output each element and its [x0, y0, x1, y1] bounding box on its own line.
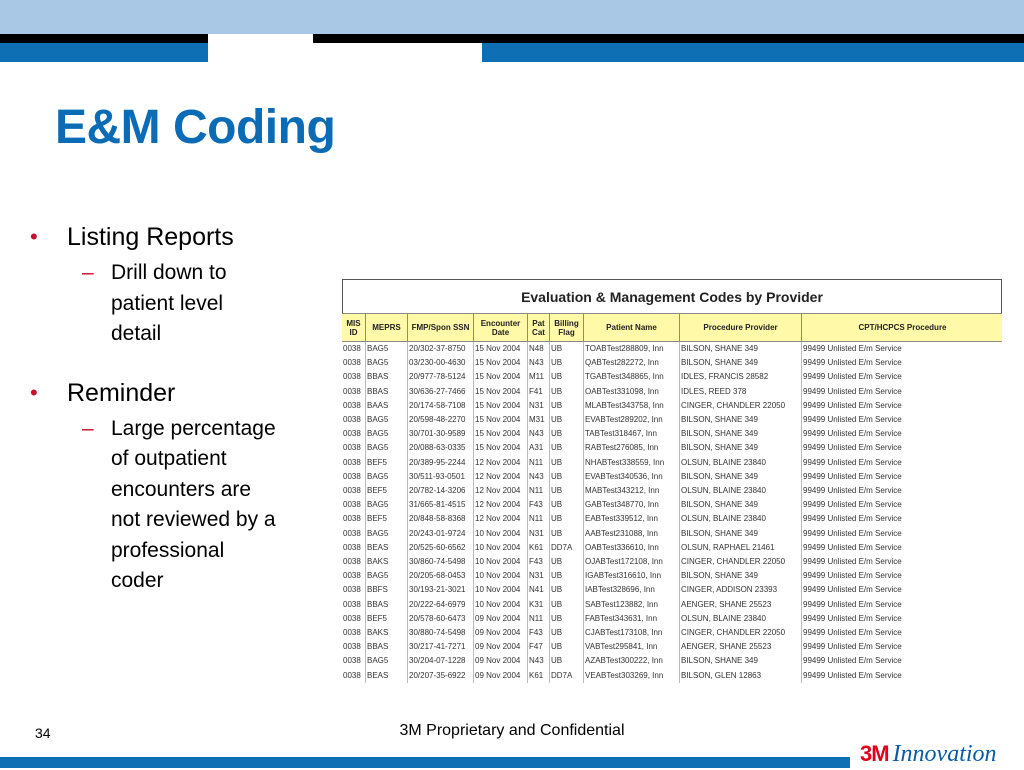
table-cell: 20/782-14-3206 — [408, 484, 474, 498]
table-cell: 99499 Unlisted E/m Service — [802, 583, 1003, 597]
table-cell: UB — [550, 626, 584, 640]
table-cell: 15 Nov 2004 — [474, 399, 528, 413]
sub-bullet-line: detail — [111, 322, 162, 345]
table-cell: BEF5 — [366, 456, 408, 470]
table-row — [342, 498, 1002, 512]
table-cell: DD7A — [550, 541, 584, 555]
table-cell: BILSON, SHANE 349 — [680, 569, 802, 583]
table-cell: 99499 Unlisted E/m Service — [802, 498, 1003, 512]
sub-bullet-line: Drill down to — [111, 261, 227, 284]
table-cell: 12 Nov 2004 — [474, 498, 528, 512]
table-cell: AABTest231088, Inn — [584, 527, 680, 541]
table-cell: BBAS — [366, 640, 408, 654]
table-cell: EVABTest289202, Inn — [584, 413, 680, 427]
report-table — [342, 313, 1002, 683]
table-cell: 0038 — [342, 456, 366, 470]
table-cell: BEAS — [366, 541, 408, 555]
page-number: 34 — [35, 725, 51, 741]
table-cell: SABTest123882, Inn — [584, 598, 680, 612]
header-band-light — [0, 0, 1024, 34]
report-image — [342, 279, 1002, 691]
table-cell: BEF5 — [366, 484, 408, 498]
table-cell: N43 — [528, 427, 550, 441]
table-cell: 99499 Unlisted E/m Service — [802, 456, 1003, 470]
table-row — [342, 555, 1002, 569]
table-cell: 0038 — [342, 626, 366, 640]
table-cell: UB — [550, 413, 584, 427]
table-cell: 09 Nov 2004 — [474, 669, 528, 683]
table-cell: OJABTest172108, Inn — [584, 555, 680, 569]
sub-bullet-marker: – — [82, 261, 94, 284]
table-row — [342, 612, 1002, 626]
table-cell: 0038 — [342, 399, 366, 413]
report-body — [342, 342, 1002, 683]
table-cell: 0038 — [342, 484, 366, 498]
table-cell: UB — [550, 427, 584, 441]
table-cell: OLSUN, BLAINE 23840 — [680, 484, 802, 498]
table-cell: TGABTest348865, Inn — [584, 370, 680, 384]
header-rule-gap — [208, 34, 313, 43]
table-cell: UB — [550, 555, 584, 569]
table-cell: 30/204-07-1228 — [408, 654, 474, 668]
table-cell: 0038 — [342, 441, 366, 455]
table-cell: 0038 — [342, 669, 366, 683]
table-cell: N11 — [528, 612, 550, 626]
table-cell: 20/243-01-9724 — [408, 527, 474, 541]
table-cell: TABTest318467, Inn — [584, 427, 680, 441]
sub-bullet-item — [30, 414, 320, 597]
bullet-marker: • — [30, 224, 38, 249]
table-cell: F43 — [528, 555, 550, 569]
table-row — [342, 541, 1002, 555]
table-cell: RABTest276085, Inn — [584, 441, 680, 455]
table-cell: UB — [550, 399, 584, 413]
table-cell: F43 — [528, 498, 550, 512]
table-cell: 12 Nov 2004 — [474, 512, 528, 526]
table-cell: 99499 Unlisted E/m Service — [802, 441, 1003, 455]
table-cell: AENGER, SHANE 25523 — [680, 640, 802, 654]
report-title: Evaluation & Management Codes by Provider — [521, 288, 823, 305]
table-row — [342, 569, 1002, 583]
table-cell: 09 Nov 2004 — [474, 626, 528, 640]
report-header-row — [342, 314, 1002, 342]
table-row — [342, 626, 1002, 640]
table-cell: 0038 — [342, 654, 366, 668]
bullet-item — [30, 376, 320, 410]
table-cell: BILSON, SHANE 349 — [680, 470, 802, 484]
table-cell: BAG5 — [366, 527, 408, 541]
sub-bullet-line: coder — [111, 569, 164, 592]
column-header: Procedure Provider — [680, 314, 802, 342]
table-cell: 0038 — [342, 640, 366, 654]
table-cell: 0038 — [342, 385, 366, 399]
table-cell: 99499 Unlisted E/m Service — [802, 399, 1003, 413]
table-cell: VEABTest303269, Inn — [584, 669, 680, 683]
table-cell: A31 — [528, 441, 550, 455]
table-cell: BAKS — [366, 626, 408, 640]
table-cell: UB — [550, 356, 584, 370]
table-cell: 09 Nov 2004 — [474, 640, 528, 654]
table-cell: IGABTest316610, Inn — [584, 569, 680, 583]
table-cell: BILSON, SHANE 349 — [680, 413, 802, 427]
bullet-text: Listing Reports — [67, 223, 234, 251]
table-cell: QABTest282272, Inn — [584, 356, 680, 370]
sub-bullet-list — [30, 258, 320, 350]
table-cell: 10 Nov 2004 — [474, 541, 528, 555]
column-header: Encounter Date — [474, 314, 528, 342]
table-cell: N43 — [528, 356, 550, 370]
table-cell: BILSON, SHANE 349 — [680, 498, 802, 512]
table-cell: 20/977-78-5124 — [408, 370, 474, 384]
table-cell: K31 — [528, 598, 550, 612]
table-row — [342, 399, 1002, 413]
table-cell: UB — [550, 498, 584, 512]
table-cell: GABTest348770, Inn — [584, 498, 680, 512]
table-cell: 0038 — [342, 356, 366, 370]
table-row — [342, 441, 1002, 455]
table-cell: 0038 — [342, 598, 366, 612]
table-cell: CINGER, CHANDLER 22050 — [680, 626, 802, 640]
table-cell: 99499 Unlisted E/m Service — [802, 555, 1003, 569]
table-cell: FABTest343631, Inn — [584, 612, 680, 626]
table-cell: N11 — [528, 456, 550, 470]
table-cell: UB — [550, 370, 584, 384]
table-row — [342, 512, 1002, 526]
bullet-marker: • — [30, 379, 38, 405]
footer-band-blue — [0, 757, 850, 768]
column-header: Patient Name — [584, 314, 680, 342]
table-cell: 0038 — [342, 427, 366, 441]
table-cell: N31 — [528, 399, 550, 413]
table-cell: BAG5 — [366, 427, 408, 441]
table-cell: 99499 Unlisted E/m Service — [802, 669, 1003, 683]
column-header: Pat Cat — [528, 314, 550, 342]
table-cell: 20/222-64-6979 — [408, 598, 474, 612]
table-cell: 0038 — [342, 512, 366, 526]
header-band-blue-right — [482, 43, 1024, 62]
table-cell: 99499 Unlisted E/m Service — [802, 385, 1003, 399]
table-cell: 99499 Unlisted E/m Service — [802, 569, 1003, 583]
sub-bullet-list — [30, 414, 320, 597]
table-cell: BILSON, SHANE 349 — [680, 654, 802, 668]
logo-tagline: Innovation — [892, 741, 997, 767]
table-cell: 30/511-93-0501 — [408, 470, 474, 484]
table-cell: UB — [550, 342, 584, 357]
table-row — [342, 669, 1002, 683]
table-cell: 20/848-58-8368 — [408, 512, 474, 526]
table-cell: BAG5 — [366, 413, 408, 427]
table-cell: 0038 — [342, 583, 366, 597]
table-cell: 20/088-63-0335 — [408, 441, 474, 455]
table-cell: UB — [550, 527, 584, 541]
table-cell: OLSUN, BLAINE 23840 — [680, 612, 802, 626]
table-cell: BAG5 — [366, 498, 408, 512]
table-row — [342, 598, 1002, 612]
table-cell: 20/525-60-6562 — [408, 541, 474, 555]
table-cell: K61 — [528, 541, 550, 555]
table-cell: TOABTest288809, Inn — [584, 342, 680, 357]
table-cell: 20/174-58-7108 — [408, 399, 474, 413]
table-cell: OLSUN, BLAINE 23840 — [680, 456, 802, 470]
table-row — [342, 527, 1002, 541]
table-cell: N43 — [528, 470, 550, 484]
table-cell: BAKS — [366, 555, 408, 569]
table-cell: 12 Nov 2004 — [474, 456, 528, 470]
sub-bullet-line: Large percentage — [111, 416, 276, 440]
table-cell: 15 Nov 2004 — [474, 370, 528, 384]
table-cell: BILSON, GLEN 12863 — [680, 669, 802, 683]
table-cell: F47 — [528, 640, 550, 654]
table-cell: 30/217-41-7271 — [408, 640, 474, 654]
slide-title: E&M Coding — [55, 101, 336, 154]
table-cell: UB — [550, 512, 584, 526]
table-cell: BAAS — [366, 399, 408, 413]
table-row — [342, 356, 1002, 370]
table-cell: BAG5 — [366, 342, 408, 357]
table-cell: BILSON, SHANE 349 — [680, 441, 802, 455]
table-row — [342, 342, 1002, 357]
table-cell: 20/598-48-2270 — [408, 413, 474, 427]
table-cell: AENGER, SHANE 25523 — [680, 598, 802, 612]
table-cell: 20/207-35-6922 — [408, 669, 474, 683]
table-cell: 30/193-21-3021 — [408, 583, 474, 597]
table-cell: 10 Nov 2004 — [474, 583, 528, 597]
table-cell: N48 — [528, 342, 550, 357]
table-cell: 15 Nov 2004 — [474, 413, 528, 427]
table-cell: UB — [550, 598, 584, 612]
table-cell: 99499 Unlisted E/m Service — [802, 427, 1003, 441]
table-cell: 99499 Unlisted E/m Service — [802, 612, 1003, 626]
table-cell: UB — [550, 654, 584, 668]
table-cell: UB — [550, 569, 584, 583]
table-cell: AZABTest300222, Inn — [584, 654, 680, 668]
table-cell: EABTest339512, Inn — [584, 512, 680, 526]
logo-3m-wordmark: 3M — [860, 741, 889, 766]
table-cell: 15 Nov 2004 — [474, 342, 528, 357]
table-cell: 99499 Unlisted E/m Service — [802, 512, 1003, 526]
table-cell: M11 — [528, 370, 550, 384]
table-cell: UB — [550, 640, 584, 654]
table-cell: DD7A — [550, 669, 584, 683]
table-cell: UB — [550, 456, 584, 470]
table-cell: CINGER, CHANDLER 22050 — [680, 555, 802, 569]
table-cell: BILSON, SHANE 349 — [680, 342, 802, 357]
table-cell: 0038 — [342, 470, 366, 484]
table-cell: 0038 — [342, 370, 366, 384]
table-cell: 15 Nov 2004 — [474, 385, 528, 399]
table-cell: BILSON, SHANE 349 — [680, 356, 802, 370]
table-cell: F41 — [528, 385, 550, 399]
bullet-text: Reminder — [67, 378, 176, 407]
table-cell: 0038 — [342, 612, 366, 626]
table-cell: OLSUN, BLAINE 23840 — [680, 512, 802, 526]
table-cell: N31 — [528, 527, 550, 541]
table-cell: 99499 Unlisted E/m Service — [802, 598, 1003, 612]
table-cell: BBFS — [366, 583, 408, 597]
table-cell: IDLES, FRANCIS 28582 — [680, 370, 802, 384]
table-cell: CJABTest173108, Inn — [584, 626, 680, 640]
table-cell: 99499 Unlisted E/m Service — [802, 640, 1003, 654]
table-cell: 20/578-60-6473 — [408, 612, 474, 626]
table-cell: BBAS — [366, 385, 408, 399]
bullet-item — [30, 220, 320, 254]
table-cell: N11 — [528, 512, 550, 526]
table-cell: N11 — [528, 484, 550, 498]
table-cell: 20/205-68-0453 — [408, 569, 474, 583]
table-cell: 15 Nov 2004 — [474, 441, 528, 455]
column-header: Billing Flag — [550, 314, 584, 342]
table-cell: VABTest295841, Inn — [584, 640, 680, 654]
report-title-box — [342, 279, 1002, 313]
table-cell: BBAS — [366, 598, 408, 612]
sub-bullet-line: of outpatient — [111, 447, 227, 470]
table-cell: 20/389-95-2244 — [408, 456, 474, 470]
table-row — [342, 413, 1002, 427]
table-cell: BEF5 — [366, 512, 408, 526]
column-header: MEPRS — [366, 314, 408, 342]
table-cell: 10 Nov 2004 — [474, 555, 528, 569]
table-cell: BAG5 — [366, 470, 408, 484]
table-cell: BAG5 — [366, 356, 408, 370]
table-cell: BEAS — [366, 669, 408, 683]
table-cell: 03/230-00-4630 — [408, 356, 474, 370]
table-cell: 0038 — [342, 413, 366, 427]
table-cell: IDLES, REED 378 — [680, 385, 802, 399]
table-cell: 30/701-30-9589 — [408, 427, 474, 441]
table-cell: 0038 — [342, 342, 366, 357]
footer-confidential: 3M Proprietary and Confidential — [399, 722, 625, 739]
table-cell: BILSON, SHANE 349 — [680, 427, 802, 441]
table-row — [342, 427, 1002, 441]
sub-bullet-marker: – — [82, 416, 94, 440]
header-band-blue-left — [0, 43, 208, 62]
table-row — [342, 456, 1002, 470]
table-cell: OLSUN, RAPHAEL 21461 — [680, 541, 802, 555]
table-cell: 20/302-37-8750 — [408, 342, 474, 357]
table-cell: N31 — [528, 569, 550, 583]
table-row — [342, 654, 1002, 668]
table-cell: UB — [550, 470, 584, 484]
table-row — [342, 484, 1002, 498]
table-cell: 30/860-74-5498 — [408, 555, 474, 569]
table-row — [342, 583, 1002, 597]
table-cell: 0038 — [342, 498, 366, 512]
table-cell: 10 Nov 2004 — [474, 598, 528, 612]
table-cell: 15 Nov 2004 — [474, 356, 528, 370]
column-header: CPT/HCPCS Procedure — [802, 314, 1003, 342]
table-cell: BAG5 — [366, 654, 408, 668]
brand-logo — [860, 741, 997, 770]
column-header: FMP/Spon SSN — [408, 314, 474, 342]
table-cell: MLABTest343758, Inn — [584, 399, 680, 413]
table-cell: BAG5 — [366, 441, 408, 455]
table-cell: K61 — [528, 669, 550, 683]
table-row — [342, 470, 1002, 484]
table-cell: UB — [550, 583, 584, 597]
table-cell: 99499 Unlisted E/m Service — [802, 484, 1003, 498]
table-cell: UB — [550, 484, 584, 498]
table-cell: 30/636-27-7466 — [408, 385, 474, 399]
table-cell: CINGER, CHANDLER 22050 — [680, 399, 802, 413]
sub-bullet-line: not reviewed by a — [111, 508, 276, 531]
table-cell: UB — [550, 441, 584, 455]
table-cell: 09 Nov 2004 — [474, 654, 528, 668]
table-cell: 99499 Unlisted E/m Service — [802, 541, 1003, 555]
table-cell: 99499 Unlisted E/m Service — [802, 370, 1003, 384]
table-cell: 99499 Unlisted E/m Service — [802, 356, 1003, 370]
table-cell: BAG5 — [366, 569, 408, 583]
sub-bullet-line: encounters are — [111, 477, 252, 501]
table-cell: 0038 — [342, 569, 366, 583]
table-cell: 0038 — [342, 541, 366, 555]
table-row — [342, 385, 1002, 399]
table-cell: IABTest328696, Inn — [584, 583, 680, 597]
table-cell: F43 — [528, 626, 550, 640]
table-cell: BBAS — [366, 370, 408, 384]
table-cell: 99499 Unlisted E/m Service — [802, 527, 1003, 541]
table-cell: BEF5 — [366, 612, 408, 626]
bullet-list — [30, 220, 320, 597]
table-cell: MABTest343212, Inn — [584, 484, 680, 498]
table-cell: BILSON, SHANE 349 — [680, 527, 802, 541]
table-cell: 99499 Unlisted E/m Service — [802, 626, 1003, 640]
table-row — [342, 370, 1002, 384]
table-cell: 15 Nov 2004 — [474, 427, 528, 441]
header-rule-black — [0, 34, 1024, 43]
table-cell: 12 Nov 2004 — [474, 470, 528, 484]
table-cell: 10 Nov 2004 — [474, 527, 528, 541]
table-cell: NHABTest338559, Inn — [584, 456, 680, 470]
table-cell: 99499 Unlisted E/m Service — [802, 654, 1003, 668]
table-cell: UB — [550, 612, 584, 626]
table-cell: OABTest336610, Inn — [584, 541, 680, 555]
sub-bullet-line: professional — [111, 538, 225, 562]
table-cell: 12 Nov 2004 — [474, 484, 528, 498]
table-cell: UB — [550, 385, 584, 399]
table-cell: 30/880-74-5498 — [408, 626, 474, 640]
table-cell: 31/665-81-4515 — [408, 498, 474, 512]
table-cell: N43 — [528, 654, 550, 668]
table-cell: 09 Nov 2004 — [474, 612, 528, 626]
sub-bullet-item — [30, 258, 320, 350]
table-cell: M31 — [528, 413, 550, 427]
column-header: MIS ID — [342, 314, 366, 342]
table-cell: 99499 Unlisted E/m Service — [802, 342, 1003, 357]
table-cell: EVABTest340536, Inn — [584, 470, 680, 484]
table-row — [342, 640, 1002, 654]
table-cell: OABTest331098, Inn — [584, 385, 680, 399]
table-cell: N41 — [528, 583, 550, 597]
table-cell: 99499 Unlisted E/m Service — [802, 470, 1003, 484]
table-cell: 10 Nov 2004 — [474, 569, 528, 583]
sub-bullet-line: patient level — [111, 291, 224, 315]
table-cell: 99499 Unlisted E/m Service — [802, 413, 1003, 427]
table-cell: 0038 — [342, 527, 366, 541]
table-cell: CINGER, ADDISON 23393 — [680, 583, 802, 597]
table-cell: 0038 — [342, 555, 366, 569]
